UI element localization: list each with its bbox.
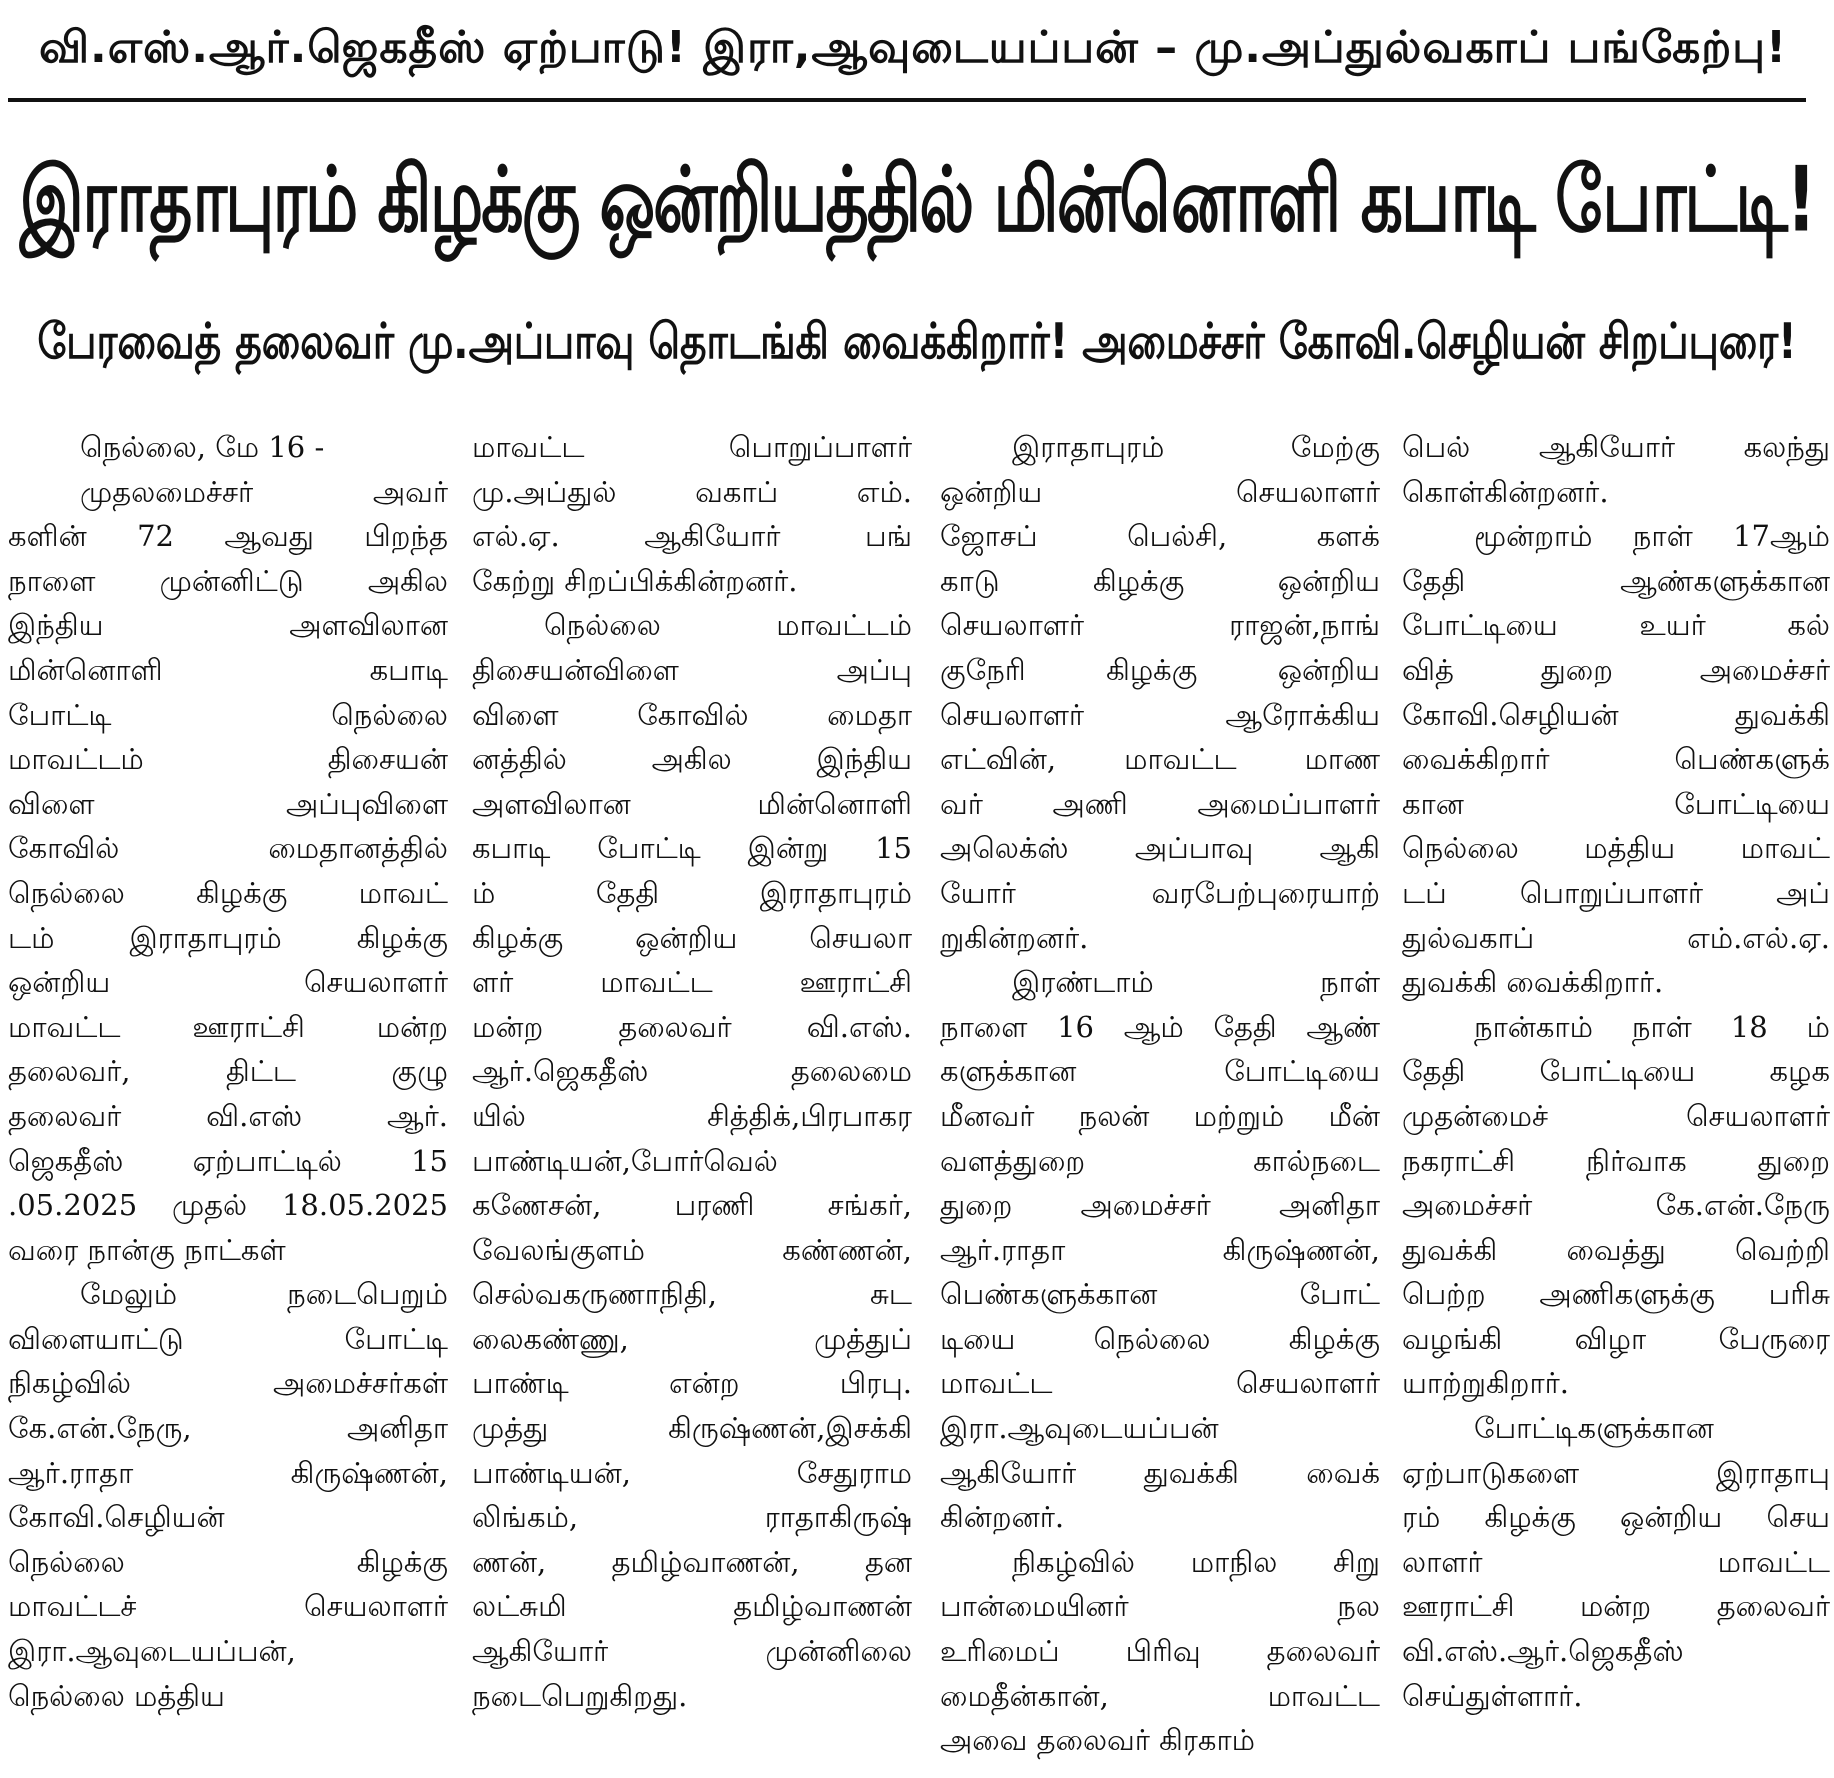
article-line: வேலங்குளம் கண்ணன், (472, 1232, 912, 1267)
article-line: கொள்கின்றனர். (1402, 474, 1609, 509)
article-line: டியை நெல்லை கிழக்கு (940, 1321, 1380, 1356)
article-line: துவக்கி வைத்து வெற்றி (1402, 1232, 1830, 1267)
article-line: ணன், தமிழ்வாணன், தன (472, 1544, 912, 1579)
article-line: நகராட்சி நிர்வாக துறை (1402, 1143, 1830, 1178)
article-line: கபாடி போட்டி இன்று 15 (472, 831, 912, 866)
article-line: வளத்துறை கால்நடை (940, 1143, 1380, 1178)
article-line: மாவட்ட செயலாளர் (940, 1366, 1380, 1401)
article-line: விளையாட்டு போட்டி (8, 1321, 448, 1356)
article-line: மன்ற தலைவர் வி.எஸ். (472, 1009, 912, 1044)
article-line: வரை நான்கு நாட்கள் (8, 1232, 286, 1267)
article-line: வழங்கி விழா பேருரை (1402, 1321, 1830, 1356)
article-line: களுக்கான போட்டியை (940, 1054, 1380, 1089)
article-line: லிங்கம், ராதாகிருஷ் (472, 1500, 912, 1535)
article-line: இரா.ஆவுடையப்பன் (940, 1411, 1219, 1446)
article-line: கோவி.செழியன் துவக்கி (1402, 697, 1830, 732)
article-line: முத்து கிருஷ்ணன்,இசக்கி (472, 1411, 912, 1446)
article-line: நிகழ்வில் அமைச்சர்கள் (8, 1366, 448, 1401)
article-line: இந்திய அளவிலான (8, 608, 448, 643)
article-line: நடைபெறுகிறது. (472, 1678, 688, 1713)
article-line: ஜோசப் பெல்சி, களக் (940, 519, 1380, 554)
article-line: போட்டிகளுக்கான (1474, 1411, 1714, 1446)
article-line: இரண்டாம் நாள் (1012, 965, 1380, 1000)
article-line: கே.என்.நேரு, அனிதா (8, 1411, 448, 1446)
article-line: குநேரி கிழக்கு ஒன்றிய (940, 652, 1380, 687)
article-line: இரா.ஆவுடையப்பன், (8, 1634, 296, 1669)
article-line: யாற்றுகிறார். (1402, 1366, 1570, 1401)
headline: இராதாபுரம் கிழக்கு ஒன்றியத்தில் மின்னொளி கபாடி போட்டி! (19, 146, 1815, 253)
article-line: களின் 72 ஆவது பிறந்த (8, 519, 448, 554)
article-line: மாவட்டச் செயலாளர் (8, 1589, 448, 1624)
article-line: நாளை முன்னிட்டு அகில (8, 563, 448, 598)
article-line: செயலாளர் ஆரோக்கிய (940, 697, 1380, 732)
article-line: துவக்கி வைக்கிறார். (1402, 965, 1664, 1000)
article-line: ளர் மாவட்ட ஊராட்சி (472, 965, 912, 1000)
article-line: மு.அப்துல் வகாப் எம். (472, 474, 912, 509)
article-line: இராதாபுரம் மேற்கு (1012, 430, 1380, 464)
article-line: செல்வகருணாநிதி, சுட (472, 1277, 912, 1312)
article-line: விளை அப்புவிளை (8, 786, 448, 821)
article-line: மாவட்டம் திசையன் (8, 742, 448, 777)
article-line: நிகழ்வில் மாநில சிறு (1012, 1544, 1380, 1579)
article-column-2 (472, 425, 912, 1718)
article-line: ஒன்றிய செயலாளர் (8, 965, 448, 1000)
article-line: வித் துறை அமைச்சர் (1402, 652, 1830, 687)
article-line: அளவிலான மின்னொளி (472, 786, 912, 821)
kicker-line: வி.எஸ்.ஆர்.ஜெகதீஸ் ஏற்பாடு! இரா,ஆவுடையப்பன் – மு.அப்துல்வகாப் பங்கேற்பு! (38, 21, 1788, 73)
article-line: போட்டி நெல்லை (8, 697, 448, 732)
article-line: ஆகியோர் முன்னிலை (472, 1634, 912, 1669)
article-line: பெல் ஆகியோர் கலந்து (1402, 430, 1830, 464)
article-line: திசையன்விளை அப்பு (472, 652, 912, 687)
article-line: மைதீன்கான், மாவட்ட (940, 1678, 1380, 1713)
article-line: ஆர்.ராதா கிருஷ்ணன், (8, 1455, 448, 1490)
article-line: நெல்லை மத்திய மாவட் (1402, 831, 1830, 866)
article-line: எல்.ஏ. ஆகியோர் பங் (472, 519, 912, 554)
article-line: முதலமைச்சர் அவர் (80, 474, 448, 509)
article-line: னத்தில் அகில இந்திய (472, 742, 912, 777)
article-line: ஆகியோர் துவக்கி வைக் (940, 1455, 1380, 1490)
article-column-1 (8, 425, 448, 1718)
article-line: பாண்டியன், சேதுராம (472, 1455, 912, 1490)
article-line: ரம் கிழக்கு ஒன்றிய செய (1402, 1500, 1830, 1535)
article-line: லட்சுமி தமிழ்வாணன் (472, 1589, 912, 1624)
article-line: கோவில் மைதானத்தில் (8, 831, 448, 866)
article-line: ஜெகதீஸ் ஏற்பாட்டில் 15 (8, 1143, 448, 1178)
article-line: லைகண்ணு, முத்துப் (472, 1321, 912, 1356)
article-body (0, 425, 1834, 1765)
article-line: தேதி ஆண்களுக்கான (1402, 563, 1830, 598)
article-line: ஒன்றிய செயலாளர் (940, 474, 1380, 509)
article-line: பெண்களுக்கான போட் (940, 1277, 1380, 1312)
article-line: .05.2025 முதல் 18.05.2025 (8, 1188, 448, 1223)
article-line: மின்னொளி கபாடி (8, 652, 448, 687)
article-line: டப் பொறுப்பாளர் அப் (1402, 875, 1830, 910)
article-line: டம் இராதாபுரம் கிழக்கு (8, 920, 448, 955)
article-line: நான்காம் நாள் 18 ம் (1474, 1009, 1830, 1044)
article-line: நாளை 16 ஆம் தேதி ஆண் (940, 1009, 1380, 1044)
article-line: செயலாளர் ராஜன்,நாங் (940, 608, 1380, 643)
article-line: துல்வகாப் எம்.எல்.ஏ. (1402, 920, 1830, 955)
article-line: எட்வின், மாவட்ட மாண (940, 742, 1380, 777)
article-line: ஆர்.ராதா கிருஷ்ணன், (940, 1232, 1380, 1267)
article-line: பான்மையினர் நல (940, 1589, 1380, 1624)
article-line: வி.எஸ்.ஆர்.ஜெகதீஸ் (1402, 1634, 1684, 1669)
article-line: கணேசன், பரணி சங்கர், (472, 1188, 912, 1223)
article-line: ஏற்பாடுகளை இராதாபு (1402, 1455, 1830, 1490)
article-line: வைக்கிறார் பெண்களுக் (1402, 742, 1830, 777)
article-line: பாண்டி என்ற பிரபு. (472, 1366, 912, 1401)
article-line: அவை தலைவர் கிரகாம் (940, 1723, 1255, 1758)
article-line: றுகின்றனர். (940, 920, 1089, 955)
article-line: கான போட்டியை (1402, 786, 1830, 821)
article-line: நெல்லை மாவட்டம் (544, 608, 912, 643)
article-line: மாவட்ட பொறுப்பாளர் (472, 430, 912, 464)
article-column-4 (1402, 425, 1830, 1718)
article-line: நெல்லை கிழக்கு (8, 1544, 448, 1579)
article-line: விளை கோவில் மைதா (472, 697, 912, 732)
article-line: முதன்மைச் செயலாளர் (1402, 1098, 1830, 1133)
article-line: அலெக்ஸ் அப்பாவு ஆகி (940, 831, 1380, 866)
subheadline: பேரவைத் தலைவர் மு.அப்பாவு தொடங்கி வைக்கிறார்! அமைச்சர் கோவி.செழியன் சிறப்புரை! (37, 312, 1797, 371)
article-line: மீனவர் நலன் மற்றும் மீன் (940, 1098, 1380, 1133)
article-line: காடு கிழக்கு ஒன்றிய (940, 563, 1380, 598)
article-line: ஊராட்சி மன்ற தலைவர் (1402, 1589, 1830, 1624)
article-line: வர் அணி அமைப்பாளர் (940, 786, 1380, 821)
article-line: யோர் வரபேற்புரையாற் (940, 875, 1380, 910)
article-column-3 (940, 425, 1380, 1763)
article-line: கின்றனர். (940, 1500, 1065, 1535)
article-line: தேதி போட்டியை கழக (1402, 1054, 1830, 1089)
article-line: நெல்லை கிழக்கு மாவட் (8, 875, 448, 910)
article-line: கிழக்கு ஒன்றிய செயலா (472, 920, 912, 955)
article-line: நெல்லை, மே 16 - (80, 430, 325, 464)
article-line: போட்டியை உயர் கல் (1402, 608, 1830, 643)
article-line: மேலும் நடைபெறும் (80, 1277, 448, 1312)
article-line: மூன்றாம் நாள் 17ஆம் (1474, 519, 1830, 554)
article-line: நெல்லை மத்திய (8, 1678, 225, 1713)
article-line: கோவி.செழியன் (8, 1500, 225, 1535)
article-line: கேற்று சிறப்பிக்கின்றனர். (472, 563, 798, 598)
article-line: அமைச்சர் கே.என்.நேரு (1402, 1188, 1830, 1223)
article-line: தலைவர், திட்ட குழு (8, 1054, 448, 1089)
article-line: தலைவர் வி.எஸ் ஆர். (8, 1098, 448, 1133)
article-line: பாண்டியன்,போர்வெல் (472, 1143, 778, 1178)
article-line: பெற்ற அணிகளுக்கு பரிசு (1402, 1277, 1830, 1312)
article-line: செய்துள்ளார். (1402, 1678, 1583, 1713)
article-line: லாளர் மாவட்ட (1402, 1544, 1830, 1579)
article-line: ஆர்.ஜெகதீஸ் தலைமை (472, 1054, 912, 1089)
article-line: உரிமைப் பிரிவு தலைவர் (940, 1634, 1380, 1669)
article-line: ம் தேதி இராதாபுரம் (472, 875, 912, 910)
article-line: யில் சித்திக்,பிரபாகர (472, 1098, 912, 1133)
article-line: மாவட்ட ஊராட்சி மன்ற (8, 1009, 448, 1044)
article-line: துறை அமைச்சர் அனிதா (940, 1188, 1380, 1223)
